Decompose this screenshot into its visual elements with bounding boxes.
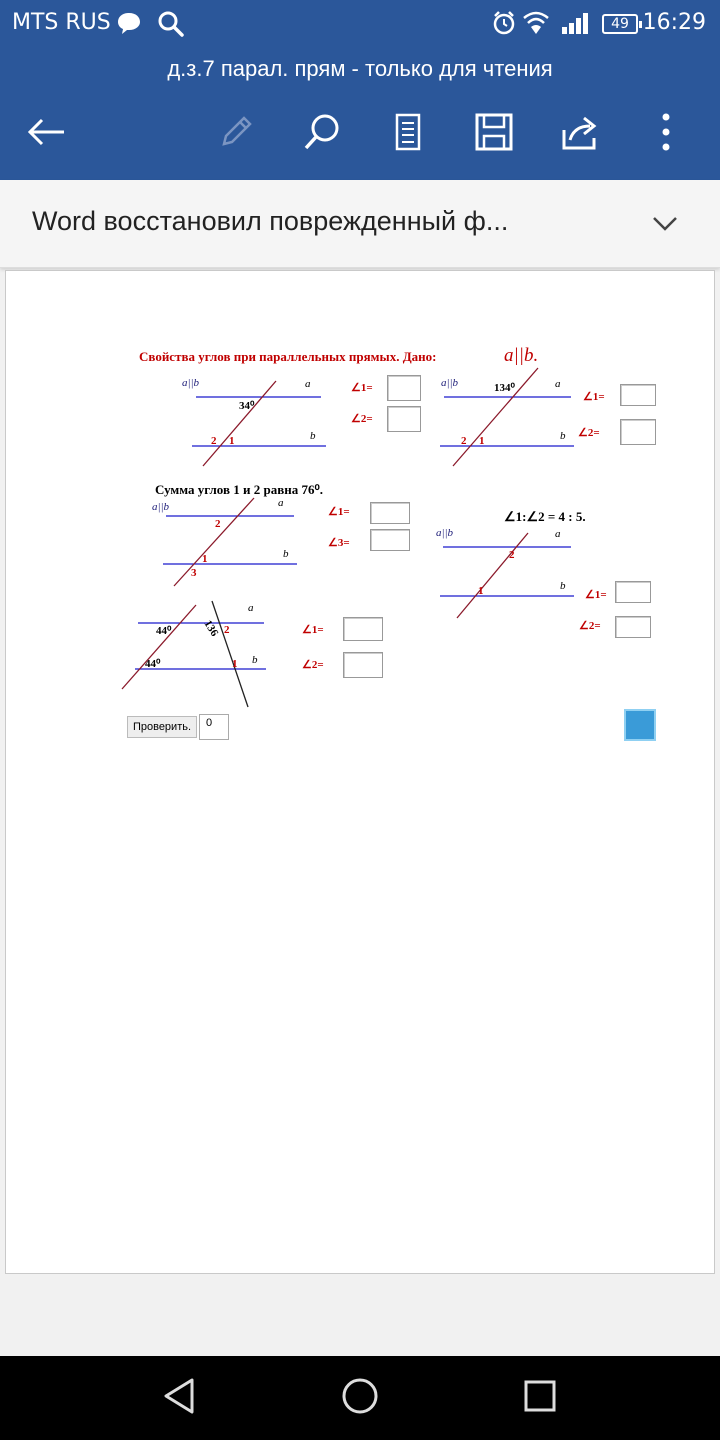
back-arrow-icon (26, 116, 66, 153)
line-a-label: a (555, 378, 561, 390)
problem-4-condition: ∠1:∠2 = 4 : 5. (504, 509, 586, 524)
nav-home-button[interactable] (336, 1374, 384, 1422)
line-b-label: b (310, 430, 316, 442)
recovery-notice-bar[interactable] (0, 180, 720, 268)
save-icon (474, 112, 514, 157)
problem-3-diagram (152, 497, 297, 586)
answer-label-angle2: ∠2= (351, 413, 373, 425)
answer-label-angle1: ∠1= (585, 589, 607, 601)
parallel-label: a||b (152, 501, 170, 513)
line-a-label: a (305, 378, 311, 390)
find-button[interactable] (298, 110, 346, 158)
answer-label-angle2: ∠2= (578, 427, 600, 439)
angle-1-label: 1 (478, 585, 484, 597)
system-nav-bar (0, 1356, 720, 1440)
wifi-icon (522, 10, 550, 40)
line-a-label: a (278, 497, 284, 509)
angle-2-label: 2 (211, 435, 217, 447)
line-a-label: a (248, 602, 254, 614)
angle-1-label: 1 (202, 553, 208, 565)
answer-label-angle1: ∠1= (302, 624, 324, 636)
reading-view-button[interactable] (384, 110, 432, 158)
more-options-button[interactable] (642, 110, 690, 158)
share-button[interactable] (556, 110, 604, 158)
p3-angle3-input[interactable] (370, 529, 410, 551)
more-options-icon (660, 112, 672, 157)
problem-1-diagram (182, 377, 326, 466)
square-recents-icon (522, 1378, 558, 1419)
problem-3-condition: Сумма углов 1 и 2 равна 76⁰. (155, 482, 323, 497)
p5-angle2-input[interactable] (343, 652, 383, 678)
signal-icon (560, 10, 590, 40)
angle-value-top: 44⁰ (156, 625, 172, 637)
triangle-back-icon (162, 1376, 198, 1421)
share-icon (560, 112, 600, 157)
save-button[interactable] (470, 110, 518, 158)
angle-2-label: 2 (509, 549, 515, 561)
battery-icon: 49 (602, 14, 638, 34)
search-icon (157, 10, 185, 42)
angle-1-label: 1 (232, 658, 238, 670)
angle-value: 134⁰ (494, 382, 515, 394)
next-slide-button[interactable] (624, 709, 656, 741)
problem-5-diagram (122, 601, 266, 707)
document-page (5, 270, 715, 1274)
search-icon (302, 112, 342, 157)
carrier-name: MTS RUS (12, 10, 111, 35)
problem-2-diagram (440, 368, 574, 466)
p2-angle2-input[interactable] (620, 419, 656, 445)
p4-angle1-input[interactable] (615, 581, 651, 603)
status-bar (0, 0, 720, 48)
angle-1-label: 1 (229, 435, 235, 447)
answer-label-angle1: ∠1= (583, 391, 605, 403)
answer-label-angle3: ∠3= (328, 537, 350, 549)
line-b-label: b (560, 430, 566, 442)
angle-value-bottom: 44⁰ (145, 658, 161, 670)
answer-label-angle1: ∠1= (351, 382, 373, 394)
geometry-slide (6, 271, 716, 1275)
p1-angle2-input[interactable] (387, 406, 421, 432)
angle-3-label: 3 (191, 567, 197, 579)
line-b-label: b (252, 654, 258, 666)
chat-bubble-icon (116, 10, 142, 40)
circle-home-icon (340, 1376, 380, 1421)
angle-value: 34⁰ (239, 400, 255, 412)
nav-back-button[interactable] (156, 1374, 204, 1422)
angle-value-slant: 136 (201, 618, 221, 639)
top-bar (0, 0, 720, 180)
p5-angle1-input[interactable] (343, 617, 383, 641)
angle-1-label: 1 (479, 435, 485, 447)
p4-angle2-input[interactable] (615, 616, 651, 638)
reading-view-icon (392, 112, 424, 157)
angle-2-label: 2 (215, 518, 221, 530)
p3-angle1-input[interactable] (370, 502, 410, 524)
problem-4-diagram (436, 527, 574, 618)
given-condition: a||b. (504, 345, 539, 366)
parallel-label: a||b (441, 377, 459, 389)
back-button[interactable] (22, 110, 70, 158)
angle-2-label: 2 (224, 624, 230, 636)
answer-label-angle2: ∠2= (302, 659, 324, 671)
chevron-down-icon[interactable] (648, 210, 682, 243)
answer-label-angle2: ∠2= (579, 620, 601, 632)
line-b-label: b (560, 580, 566, 592)
score-field[interactable]: 0 (199, 714, 229, 740)
p1-angle1-input[interactable] (387, 375, 421, 401)
slide-title: Свойства углов при параллельных прямых. Дано: (139, 349, 437, 364)
clock: 16:29 (642, 10, 706, 35)
p2-angle1-input[interactable] (620, 384, 656, 406)
answer-label-angle1: ∠1= (328, 506, 350, 518)
parallel-label: a||b (182, 377, 200, 389)
document-title: д.з.7 парал. прям - только для чтения (167, 56, 553, 81)
angle-2-label: 2 (461, 435, 467, 447)
line-a-label: a (555, 528, 561, 540)
edit-button[interactable] (212, 110, 260, 158)
line-b-label: b (283, 548, 289, 560)
recovery-notice-text: Word восстановил поврежденный ф... (32, 206, 509, 236)
alarm-icon (492, 10, 516, 40)
check-button[interactable]: Проверить. (127, 716, 197, 738)
nav-recents-button[interactable] (516, 1374, 564, 1422)
edit-pencil-icon (216, 112, 256, 157)
parallel-label: a||b (436, 527, 454, 539)
